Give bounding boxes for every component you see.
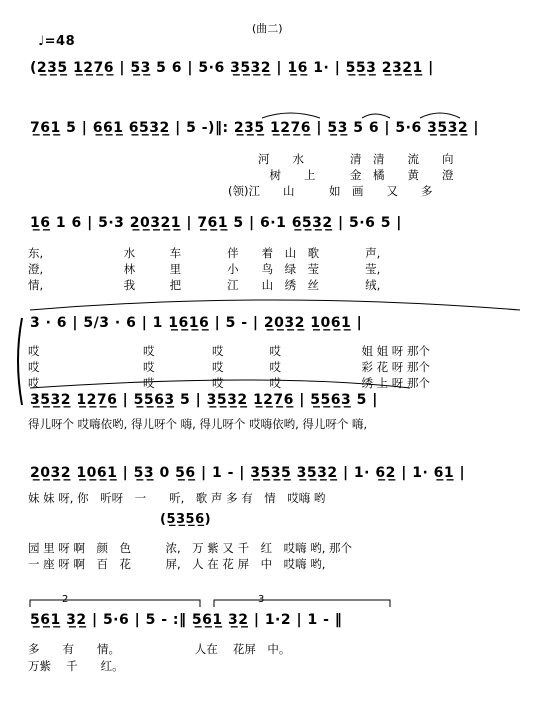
lyric-line-3: (领)江 山 如 画 又 多: [228, 184, 433, 198]
notation-line-6: 2̲0̲3̲2̲ 1̲0̲6̲1̲ | 5̲3̲ 0 5̲6̲ | 1 - | 3̲5̲3̲5̲ 3̲5̲3̲2̲ | 1· 6̲2̲ | 1· 6̲1̲ |: [30, 465, 466, 481]
volta-label-3: 3: [258, 594, 265, 605]
lyric-line-7: 哎 哎 哎 哎 姐 姐 呀 那个: [28, 344, 430, 358]
lyric-line-14: 多 有 情。 人在 花屏 中。: [28, 642, 291, 656]
tempo-marking: ♩=48: [38, 34, 76, 49]
lyric-line-11: 妹 妹 呀, 你 听呀 一 听, 歌 声 多 有 情 哎嗨 哟: [28, 491, 326, 505]
notation-line-3: 1̲6̲ 1 6 | 5·3 2̲0̲3̲2̲1̲ | 7̲6̲1̲ 5 | 6·1 6̲5̲3̲2̲ | 5·6 5 |: [30, 215, 402, 231]
title: (曲二): [252, 22, 283, 35]
lyric-line-5: 澄, 林 里 小 鸟 绿 莹 莹,: [28, 262, 381, 276]
notation-line-2: 7̲6̲1̲ 5 | 6̲6̲1̲ 6̲5̲3̲2̲ | 5 -)‖: 2̲3̲5̲ 1̲2̲7̲6̲ | 5̲3̲ 5 6 | 5·6 3̲5̲3̲2̲ |: [30, 120, 480, 136]
lyric-line-2: 树 上 金 橘 黄 澄: [258, 168, 454, 182]
inserted-notes: (5̲3̲5̲6̲): [160, 512, 212, 527]
lyric-line-6: 情, 我 把 江 山 绣 丝 绒,: [28, 278, 381, 292]
lyric-line-8: 哎 哎 哎 哎 彩 花 呀 那个: [28, 360, 430, 374]
lyric-line-12: 园 里 呀 啊 颜 色 浓, 万 紫 又 千 红 哎嗨 哟, 那个: [28, 541, 353, 555]
volta-label-2: 2: [62, 594, 69, 605]
lyric-line-4: 东, 水 车 伴 着 山 歌 声,: [28, 246, 381, 260]
lyric-line-10: 得儿呀个 哎嗨依哟, 得儿呀个 嗨, 得儿呀个 哎嗨依哟, 得儿呀个 嗨,: [28, 417, 368, 431]
lyric-line-1: 河 水 清 清 流 向: [258, 152, 454, 166]
notation-line-1: (2̲3̲5̲ 1̲2̲7̲6̲ | 5̲3̲ 5 6 | 5·6 3̲5̲3̲2̲ | 1̲6̲ 1· | 5̲5̲3̲ 2̲3̲2̲1̲ |: [30, 60, 434, 76]
notation-line-7: 5̲6̲1̲ 3̲2̲ | 5·6 | 5 - :‖ 5̲6̲1̲ 3̲2̲ | 1·2 | 1 - ‖: [30, 612, 343, 628]
notation-line-4: 3 · 6 | 5/3 · 6 | 1 1̲6̲1̲6̲ | 5 - | 2̲0̲3̲2̲ 1̲0̲6̲1̲ |: [30, 315, 363, 331]
lyric-line-15: 万紫 千 红。: [28, 659, 124, 673]
lyric-line-9: 哎 哎 哎 哎 绣 上 呀 那个: [28, 376, 430, 390]
notation-line-5: 3̲5̲3̲2̲ 1̲2̲7̲6̲ | 5̲5̲6̲3̲ 5 | 3̲5̲3̲2̲ 1̲2̲7̲6̲ | 5̲5̲6̲3̲ 5 |: [30, 392, 378, 408]
lyric-line-13: 一 座 呀 啊 百 花 屏, 人 在 花 屏 中 哎嗨 哟,: [28, 557, 326, 571]
